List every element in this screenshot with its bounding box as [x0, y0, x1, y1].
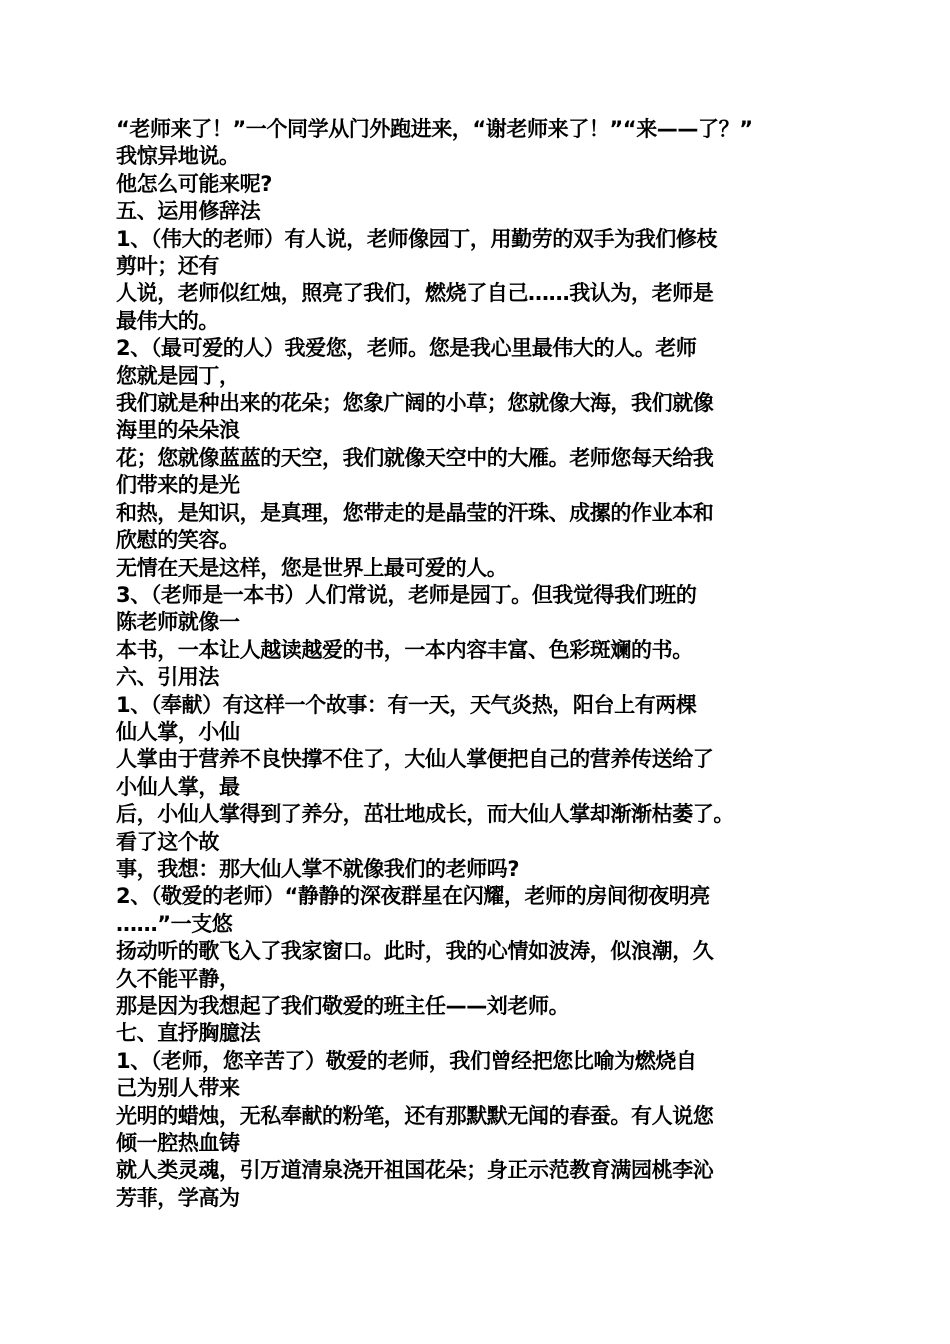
- text-line: 1、（伟大的老师）有人说，老师像园丁，用勤劳的双手为我们修枝: [116, 226, 718, 251]
- text-line: 后，小仙人掌得到了养分，茁壮地成长，而大仙人掌却渐渐枯萎了。: [116, 802, 734, 827]
- text-line: 仙人掌，小仙: [116, 719, 240, 744]
- text-line: “老师来了！”一个同学从门外跑进来，“谢老师来了！”“来——了？”: [116, 117, 753, 141]
- text-line: 五、运用修辞法: [116, 199, 261, 224]
- text-line: 我们就是种出来的花朵；您象广阔的小草；您就像大海，我们就像: [116, 391, 714, 416]
- text-line: 欣慰的笑容。: [116, 528, 240, 553]
- text-line: 您就是园丁，: [116, 363, 240, 388]
- text-line: 倾一腔热血铸: [116, 1131, 240, 1156]
- text-line: 海里的朵朵浪: [116, 418, 240, 443]
- text-line: 他怎么可能来呢?: [116, 171, 272, 196]
- text-line: 最伟大的。: [116, 308, 219, 333]
- text-line: ……”一支悠: [116, 911, 233, 936]
- text-line: 陈老师就像一: [116, 610, 240, 635]
- text-line: 和热，是知识，是真理，您带走的是晶莹的汗珠、成摞的作业本和: [116, 500, 714, 525]
- text-line: 那是因为我想起了我们敬爱的班主任——刘老师。: [116, 994, 570, 1018]
- text-line: 3、（老师是一本书）人们常说，老师是园丁。但我觉得我们班的: [116, 582, 697, 607]
- text-line: 2、（敬爱的老师）“静静的深夜群星在闪耀，老师的房间彻夜明亮: [116, 884, 710, 909]
- text-line: 就人类灵魂，引万道清泉浇开祖国花朵；身正示范教育满园桃李沁: [116, 1158, 714, 1183]
- text-line: 六、引用法: [116, 665, 219, 690]
- text-line: 我惊异地说。: [116, 144, 240, 169]
- text-line: 芳菲，学高为: [116, 1185, 240, 1210]
- text-line: 扬动听的歌飞入了我家窗口。此时，我的心情如波涛，似浪潮，久: [116, 939, 714, 964]
- text-line: 七、直抒胸臆法: [116, 1021, 261, 1046]
- text-line: 久不能平静，: [116, 966, 240, 991]
- text-line: 事，我想：那大仙人掌不就像我们的老师吗?: [116, 856, 520, 881]
- text-line: 花；您就像蓝蓝的天空，我们就像天空中的大雁。老师您每天给我: [116, 445, 714, 470]
- text-line: 己为别人带来: [116, 1076, 240, 1101]
- body-text: [116, 116, 836, 1212]
- text-line: 本书，一本让人越读越爱的书，一本内容丰富、色彩斑斓的书。: [116, 637, 693, 662]
- text-line: 人说，老师似红烛，照亮了我们，燃烧了自己……我认为，老师是: [116, 281, 714, 306]
- text-line: 光明的蜡烛，无私奉献的粉笔，还有那默默无闻的春蚕。有人说您: [116, 1103, 714, 1128]
- text-line: 1、（老师，您辛苦了）敬爱的老师，我们曾经把您比喻为燃烧自: [116, 1048, 697, 1073]
- text-line: 们带来的是光: [116, 473, 240, 498]
- text-line: 无情在天是这样，您是世界上最可爱的人。: [116, 555, 508, 580]
- text-line: 小仙人掌，最: [116, 774, 240, 799]
- text-line: 2、（最可爱的人）我爱您，老师。您是我心里最伟大的人。老师: [116, 336, 697, 361]
- text-line: 1、（奉献）有这样一个故事：有一天，天气炎热，阳台上有两棵: [116, 692, 697, 717]
- text-line: 人掌由于营养不良快撑不住了，大仙人掌便把自己的营养传送给了: [116, 747, 714, 772]
- text-line: 看了这个故: [116, 829, 219, 854]
- text-line: 剪叶；还有: [116, 254, 219, 279]
